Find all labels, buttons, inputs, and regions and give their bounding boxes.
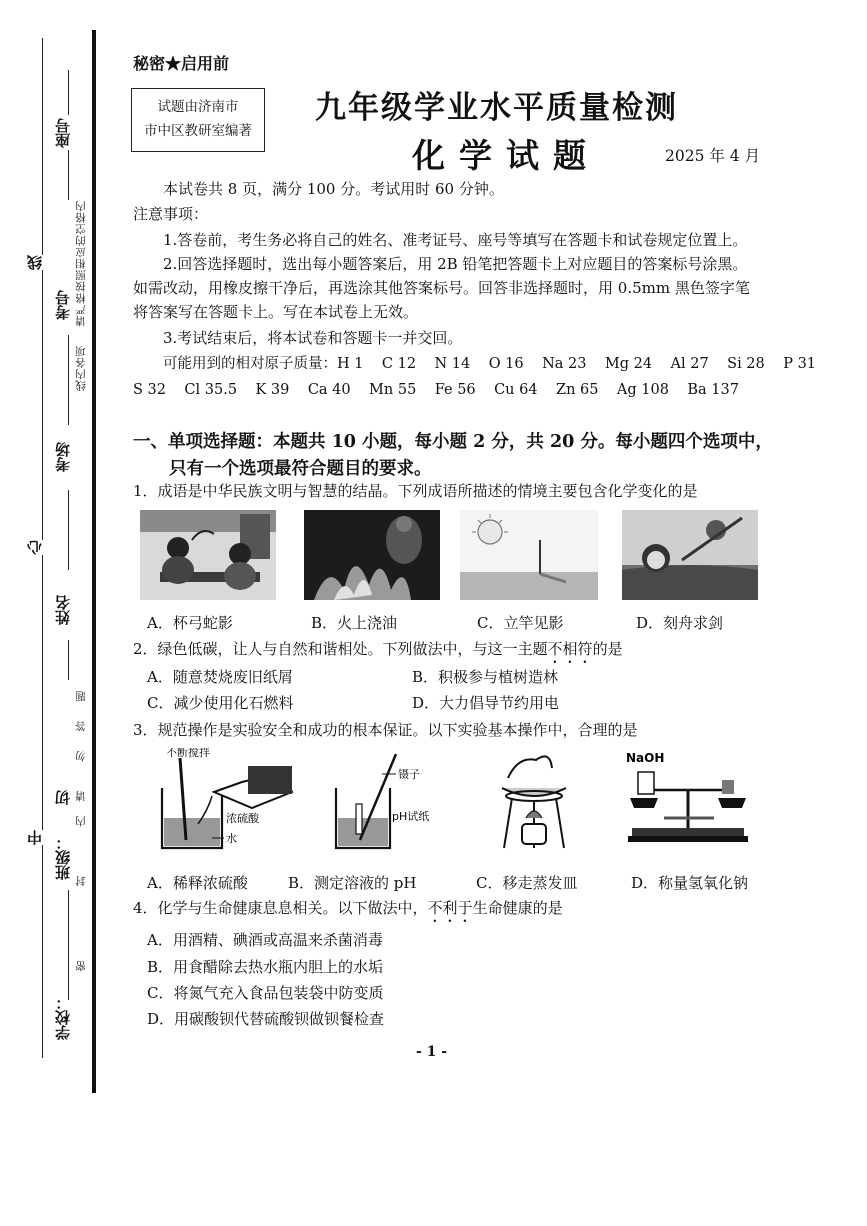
q3-figure-d [624,748,754,858]
section-heading: 一、单项选择题：本题共 10 小题，每小题 2 分，共 20 分。每小题四个选项中， [133,432,773,452]
line-char-1: 线 [26,255,44,270]
binding-notice-10: 内 [75,815,87,827]
q3-label-acid: 浓硫酸 [226,812,259,825]
binding-notice-4: 答 [75,720,87,732]
stamp-line-2: 市中区教研室编著 [144,123,252,139]
line-char-2: 心 [26,540,44,555]
q3-option-a: A．稀释浓硫酸 [147,874,248,892]
class-underline [68,890,69,1000]
q1-figure-a [140,510,276,600]
q3-label-naoh: NaOH [626,751,665,765]
q1-stem: 1．成语是中华民族文明与智慧的结晶。下列成语所描述的情境主要包含化学变化的是 [133,482,698,500]
q2-option-c: C．减少使用化石燃料 [147,694,294,712]
q1-figure-b [304,510,440,600]
q4-stem: 4．化学与生命健康息息相关。以下做法中，不利于生命健康的是 [133,899,563,917]
summary: 本试卷共 8 页，满分 100 分。考试用时 60 分钟。 [163,180,504,198]
q2-option-a: A．随意焚烧废旧纸屑 [147,668,293,686]
exam-no-underline [68,335,69,425]
q2-stem: 2．绿色低碳，让人与自然和谐相处。下列做法中，与这一主题不相符的是 [133,640,623,658]
note-2b: 如需改动，用橡皮擦干净后，再选涂其他答案标号。回答非选择题时，用 0.5mm 黑色签字笔 [133,279,750,297]
class-label: 班级： [54,835,72,880]
note-2a: 2.回答选择题时，选出每小题答案后，用 2B 铅笔把答题卡上对应题目的答案标号涂黑。 [163,255,748,273]
q2-option-d: D．大力倡导节约用电 [412,694,560,712]
q2-option-b: B．积极参与植树造林 [412,668,559,686]
stamp-line-1: 试题由济南市 [157,99,239,115]
line-char-3: 中 [26,830,44,845]
name-underline [68,640,69,680]
binding-notice-5: 题 [75,690,87,702]
q3-option-b: B．测定溶液的 pH [288,874,417,892]
seat-label: 座号 [54,118,72,148]
secret-mark: 秘密★启用前 [133,54,230,73]
q1-option-b: B．火上浇油 [311,614,398,632]
subject-title: 化学试题 [412,136,600,175]
section-heading-2: 只有一个选项最符合题目的要求。 [169,459,432,479]
q3-option-c: C．移走蒸发皿 [476,874,578,892]
q3-figure-b [330,748,470,858]
binding-notice-8: 密 [75,960,87,972]
q4-option-d: D．用碳酸钡代替硫酸钡做钡餐检查 [147,1010,385,1028]
note-2c: 将答案写在答题卡上。写在本试卷上无效。 [133,303,419,321]
q3-option-d: D．称量氢氧化钠 [631,874,749,892]
q1-option-d: D．刻舟求剑 [636,614,724,632]
q4-option-b: B．用食醋除去热水瓶内胆上的水垢 [147,958,384,976]
note-3: 3.考试结束后，将本试卷和答题卡一并交回。 [163,329,463,347]
atomic-masses-b: S 32 Cl 35.5 K 39 Ca 40 Mn 55 Fe 56 Cu 64 Zn 65 Ag 108 Ba 137 [133,382,739,398]
q1-figure-c [460,510,598,600]
q3-label-tweezers: 镊子 [398,768,420,781]
q3-figure-c [494,748,574,858]
q1-option-c: C．立竿见影 [477,614,564,632]
q3-label-water: 水 [226,832,237,845]
binding-notice-3: 勿 [75,750,87,762]
exam-no-label: 考号 [54,290,72,320]
room-underline [68,490,69,570]
q3-stem: 3．规范操作是实验安全和成功的根本保证。以下实验基本操作中，合理的是 [133,721,638,739]
page-title: 九年级学业水平质量检测 [315,90,678,126]
seat-underline [68,70,69,115]
q1-option-a: A．杯弓蛇影 [147,614,233,632]
note-1: 1.答卷前，考生务必将自己的姓名、准考证号、座号等填写在答题卡和试卷规定位置上。 [163,231,748,249]
binding-notice-7: 封 [75,875,87,887]
room-label: 考场 [54,442,72,472]
binding-notice-11: 请 [75,790,87,802]
q1-figure-d [622,510,758,600]
q3-label-ph-paper: pH试纸 [392,810,430,823]
exam-date: 2025 年 4 月 [665,147,761,165]
q3-figure-a [152,748,302,858]
q3-label-stir: 不断搅拌 [166,748,210,759]
name-label: 姓名 [54,595,72,625]
q4-option-a: A．用酒精、碘酒或高温来杀菌消毒 [147,931,383,949]
q4-option-c: C．将氮气充入食品包装袋中防变质 [147,984,384,1002]
binding-notice-2: 线内各项 [75,345,87,391]
page-number: - 1 - [416,1044,448,1060]
compiler-stamp [131,88,265,152]
binding-notice-1: 请严格按照相应的空格内 [75,200,87,327]
school-label: 学校： [54,995,72,1040]
binding-line-thick [92,30,96,1093]
atomic-masses-a: 可能用到的相对原子质量：H 1 C 12 N 14 O 16 Na 23 Mg 24 Al 27 Si 28 P 31 [163,356,817,372]
seat-underline-2 [68,150,69,200]
notes-heading: 注意事项： [133,205,209,223]
line-char-cut: 切 [54,790,72,805]
